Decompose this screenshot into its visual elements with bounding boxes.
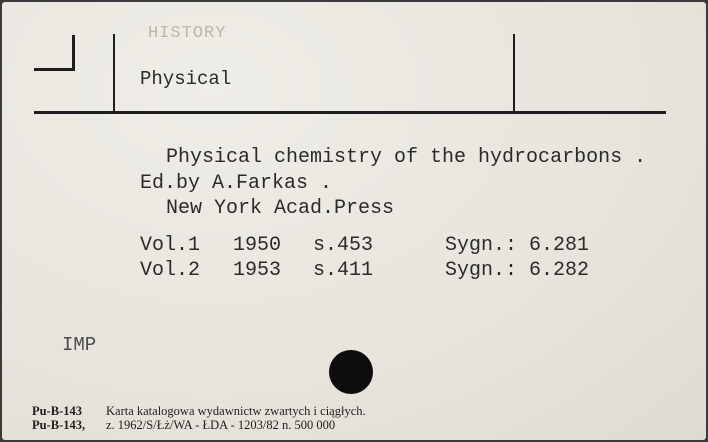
punch-hole [329,350,373,394]
volume-pages: s.411 [313,259,374,282]
title-line: Physical chemistry of the hydrocarbons . [166,146,647,169]
header-right-divider [513,34,515,114]
stamp-label: IMP [62,334,97,356]
volume-year: 1953 [233,259,282,282]
corner-mark-vertical [72,35,75,71]
editor-line: Ed.by A.Farkas . [140,172,333,195]
volume-signature: Sygn.: 6.282 [445,259,590,282]
volume-label: Vol.2 [140,259,201,282]
volume-year: 1950 [233,234,282,257]
faded-heading: HISTORY [148,24,227,43]
volume-signature: Sygn.: 6.281 [445,234,590,257]
catalog-card [2,2,706,440]
publisher-line: New York Acad.Press [166,197,395,220]
header-left-divider [113,34,115,114]
footer-code-1: Pu-B-143 [32,404,82,418]
header-rule [34,111,666,114]
footer-text-2: z. 1962/S/Łż/WA - ŁDA - 1203/82 n. 500 000 [106,418,336,432]
volume-pages: s.453 [313,234,374,257]
corner-mark-horizontal [34,68,75,71]
subject-heading: Physical [140,68,232,90]
volume-label: Vol.1 [140,234,201,257]
footer-text-1: Karta katalogowa wydawnictw zwartych i ciągłych. [106,404,366,418]
footer-code-2: Pu-B-143, [32,418,86,432]
